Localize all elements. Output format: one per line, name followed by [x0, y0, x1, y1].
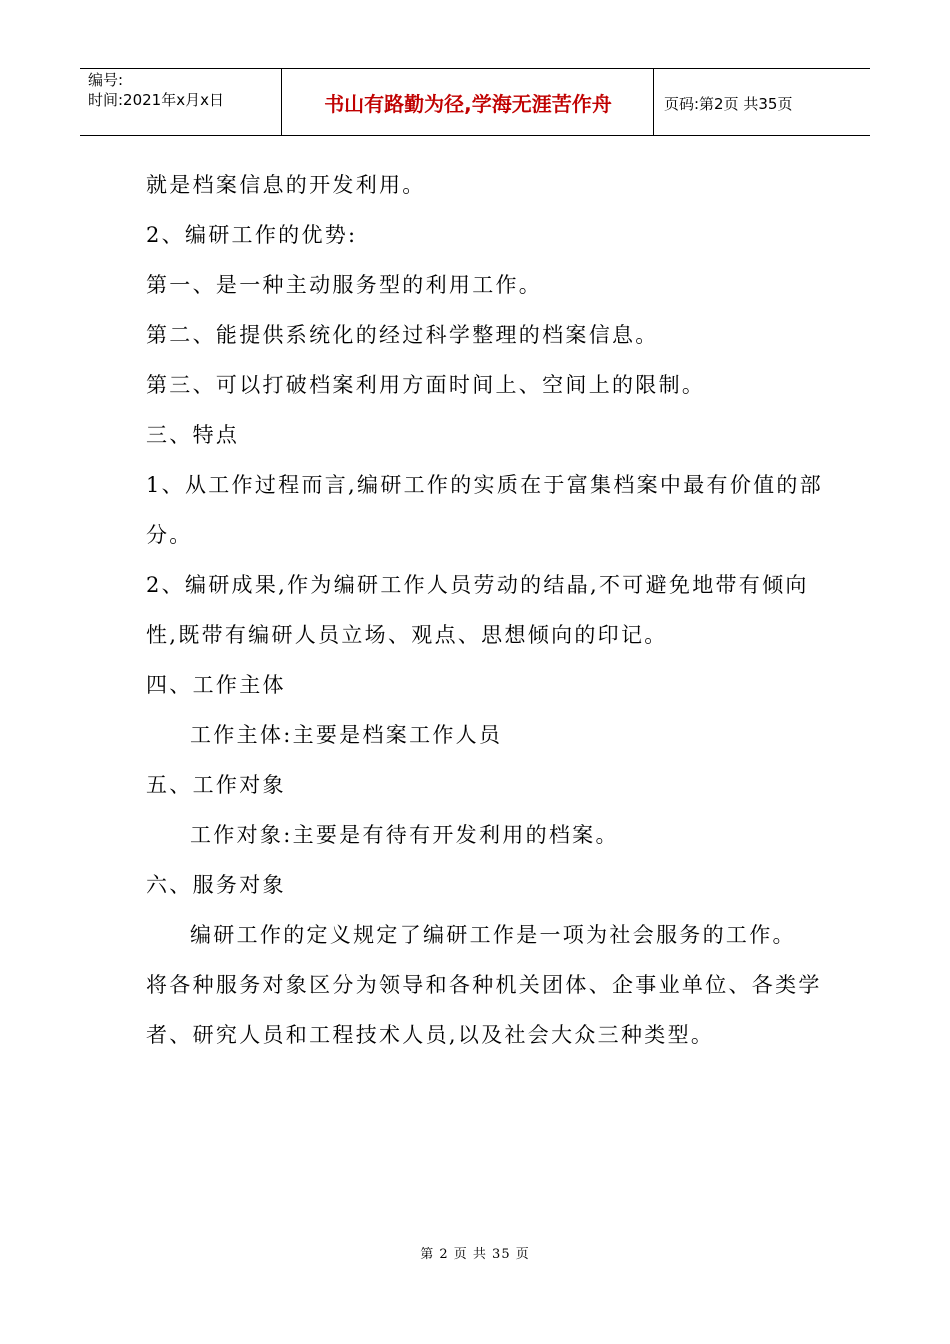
section-heading: 六、服务对象 [146, 873, 286, 897]
section-heading: 五、工作对象 [146, 773, 286, 797]
document-date: 时间:2021年x月x日 [88, 91, 224, 109]
body-line: 性,既带有编研人员立场、观点、思想倾向的印记。 [146, 623, 668, 647]
body-line: 就是档案信息的开发利用。 [146, 173, 426, 197]
body-line: 将各种服务对象区分为领导和各种机关团体、企事业单位、各类学 [146, 973, 822, 997]
body-line: 分。 [146, 523, 193, 547]
body-line: 第二、能提供系统化的经过科学整理的档案信息。 [146, 323, 659, 347]
body-line: 第三、可以打破档案利用方面时间上、空间上的限制。 [146, 373, 706, 397]
body-line: 工作主体:主要是档案工作人员 [190, 723, 503, 747]
section-heading: 2、编研工作的优势: [146, 223, 358, 247]
section-heading: 四、工作主体 [146, 673, 286, 697]
body-line: 2、编研成果,作为编研工作人员劳动的结晶,不可避免地带有倾向 [146, 573, 809, 597]
page-header [80, 68, 870, 136]
body-line: 者、研究人员和工程技术人员,以及社会大众三种类型。 [146, 1023, 715, 1047]
page-footer: 第 2 页 共 35 页 [420, 1247, 530, 1262]
header-page-number: 页码:第2页 共35页 [664, 95, 793, 113]
body-line: 编研工作的定义规定了编研工作是一项为社会服务的工作。 [190, 923, 796, 947]
header-left-cell [80, 69, 282, 135]
section-heading: 三、特点 [146, 423, 240, 447]
body-line: 1、从工作过程而言,编研工作的实质在于富集档案中最有价值的部 [146, 473, 824, 497]
document-code-label: 编号: [88, 71, 124, 89]
body-line: 第一、是一种主动服务型的利用工作。 [146, 273, 543, 297]
header-page-cell [654, 69, 870, 135]
header-motto: 书山有路勤为径,学海无涯苦作舟 [324, 92, 612, 116]
body-line: 工作对象:主要是有待有开发利用的档案。 [190, 823, 619, 847]
header-motto-cell [282, 69, 654, 135]
